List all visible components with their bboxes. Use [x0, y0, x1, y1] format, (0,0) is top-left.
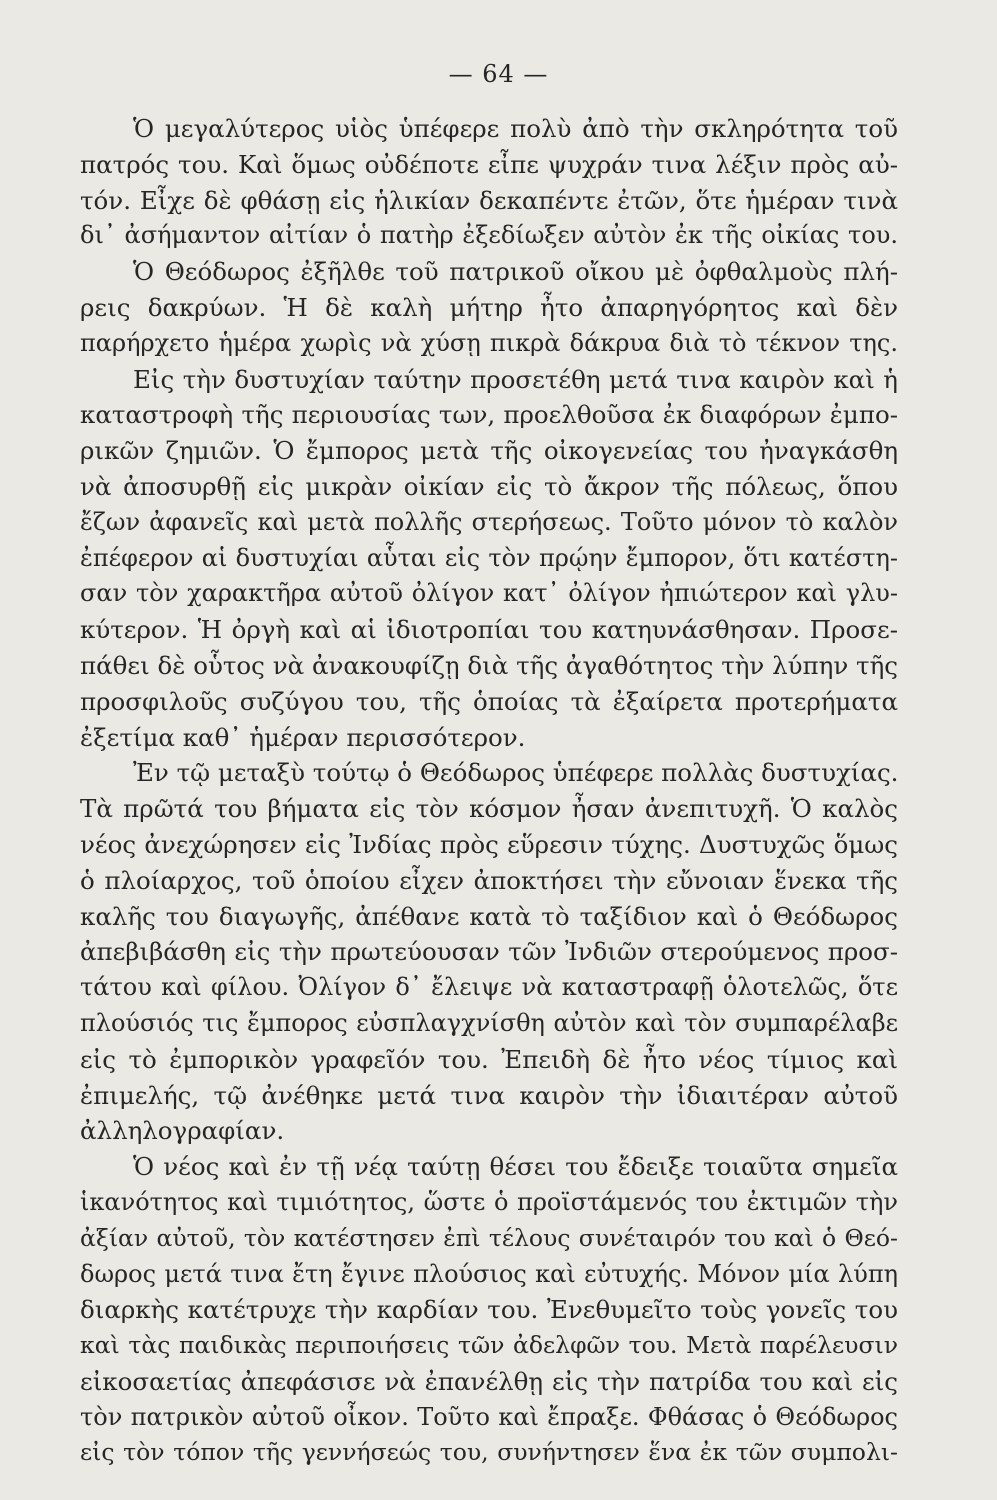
text-line: ἀλληλογραφίαν.	[80, 1116, 285, 1146]
text-line: Τὰ πρῶτά του βήματα εἰς τὸν κόσμον ἦσαν ἀνεπιτυχῆ. Ὁ καλὸς	[80, 794, 898, 824]
text-line: δωρος μετά τινα ἔτη ἔγινε πλούσιος καὶ εὐτυχής. Μόνον μία λύπη	[80, 1259, 898, 1288]
text-line: πλούσιός τις ἔμπορος εὐσπλαγχνίσθη αὐτὸν καὶ τὸν συμπαρέλαβε	[80, 1008, 898, 1037]
text-line: τὸν πατρικὸν αὐτοῦ οἶκον. Τοῦτο καὶ ἔπραξε. Φθάσας ὁ Θεόδωρος	[80, 1402, 898, 1431]
text-line: ἐπιμελής, τῷ ἀνέθηκε μετά τινα καιρὸν τὴν ἰδιαιτέραν αὐτοῦ	[80, 1080, 898, 1110]
text-line: ἱκανότητος καὶ τιμιότητος, ὥστε ὁ προϊστάμενός του ἐκτιμῶν τὴν	[80, 1187, 898, 1216]
text-line: Ὁ νέος καὶ ἐν τῇ νέᾳ ταύτῃ θέσει του ἔδειξε τοιαῦτα σημεῖα	[133, 1152, 898, 1182]
text-line: δι᾽ ἀσήμαντον αἰτίαν ὁ πατὴρ ἐξεδίωξεν αὐτὸν ἐκ τῆς οἰκίας του.	[80, 221, 898, 250]
body-text	[80, 111, 898, 1471]
text-line: Εἰς τὴν δυστυχίαν ταύτην προσετέθη μετά τινα καιρὸν καὶ ἡ	[133, 364, 898, 394]
text-line: πάθει δὲ οὗτος νὰ ἀνακουφίζῃ διὰ τῆς ἀγαθότητος τὴν λύπην τῆς	[80, 650, 898, 680]
text-line: ἀξίαν αὐτοῦ, τὸν κατέστησεν ἐπὶ τέλους συνέταιρόν του καὶ ὁ Θεό-	[80, 1223, 898, 1252]
text-line: ἐξετίμα καθ᾽ ἡμέραν περισσότερον.	[80, 722, 526, 752]
text-line: Ἐν τῷ μεταξὺ τούτῳ ὁ Θεόδωρος ὑπέφερε πολλὰς δυστυχίας.	[133, 758, 898, 788]
text-line: ἔζων ἀφανεῖς καὶ μετὰ πολλῆς στερήσεως. Τοῦτο μόνον τὸ καλὸν	[80, 507, 898, 536]
text-line: καὶ τὰς παιδικὰς περιποιήσεις τῶν ἀδελφῶν του. Μετὰ παρέλευσιν	[80, 1331, 898, 1360]
text-line: ἐπέφερον αἱ δυστυχίαι αὗται εἰς τὸν πρῴην ἔμπορον, ὅτι κατέστη-	[80, 543, 898, 572]
text-line: Ὁ μεγαλύτερος υἱὸς ὑπέφερε πολὺ ἀπὸ τὴν σκληρότητα τοῦ	[133, 114, 898, 143]
page-number: — 64 —	[448, 60, 549, 88]
text-line: ρικῶν ζημιῶν. Ὁ ἔμπορος μετὰ τῆς οἰκογενείας του ἠναγκάσθη	[80, 436, 898, 466]
text-line: Ὁ Θεόδωρος ἐξῆλθε τοῦ πατρικοῦ οἴκου μὲ ὀφθαλμοὺς πλή-	[133, 257, 898, 287]
text-line: διαρκὴς κατέτρυχε τὴν καρδίαν του. Ἐνεθυμεῖτο τοὺς γονεῖς του	[80, 1295, 898, 1325]
text-line: ὁ πλοίαρχος, τοῦ ὁποίου εἶχεν ἀποκτήσει τὴν εὔνοιαν ἕνεκα τῆς	[80, 865, 898, 895]
text-line: καταστροφὴ τῆς περιουσίας των, προελθοῦσα ἐκ διαφόρων ἐμπο-	[80, 400, 898, 430]
text-line: νὰ ἀποσυρθῇ εἰς μικρὰν οἰκίαν εἰς τὸ ἄκρον τῆς πόλεως, ὅπου	[80, 471, 898, 501]
text-line: προσφιλοῦς συζύγου του, τῆς ὁποίας τὰ ἐξαίρετα προτερήματα	[80, 686, 898, 716]
text-line: εἰς τὸν τόπον τῆς γεννήσεώς του, συνήντησεν ἕνα ἐκ τῶν συμπολι-	[80, 1438, 898, 1467]
text-line: καλῆς του διαγωγῆς, ἀπέθανε κατὰ τὸ ταξίδιον καὶ ὁ Θεόδωρος	[80, 901, 898, 931]
text-line: τάτου καὶ φίλου. Ὀλίγον δ᾽ ἔλειψε νὰ καταστραφῇ ὁλοτελῶς, ὅτε	[80, 973, 898, 1002]
text-line: εἰς τὸ ἐμπορικὸν γραφεῖόν του. Ἐπειδὴ δὲ ἦτο νέος τίμιος καὶ	[80, 1044, 898, 1074]
text-line: τόν. Εἶχε δὲ φθάσῃ εἰς ἡλικίαν δεκαπέντε ἐτῶν, ὅτε ἡμέραν τινὰ	[80, 185, 898, 215]
text-line: νέος ἀνεχώρησεν εἰς Ἰνδίας πρὸς εὕρεσιν τύχης. Δυστυχῶς ὅμως	[80, 829, 898, 859]
text-line: παρήρχετο ἡμέρα χωρὶς νὰ χύσῃ πικρὰ δάκρυα διὰ τὸ τέκνον της.	[80, 328, 898, 357]
text-line: ρεις δακρύων. Ἡ δὲ καλὴ μήτηρ ἦτο ἀπαρηγόρητος καὶ δὲν	[80, 292, 898, 322]
text-line: κύτερον. Ἡ ὀργὴ καὶ αἱ ἰδιοτροπίαι του κατηυνάσθησαν. Προσε-	[80, 615, 898, 645]
text-line: σαν τὸν χαρακτῆρα αὐτοῦ ὀλίγον κατ᾽ ὀλίγον ἠπιώτερον καὶ γλυ-	[80, 579, 898, 608]
text-line: εἰκοσαετίας ἀπεφάσισε νὰ ἐπανέλθῃ εἰς τὴν πατρίδα του καὶ εἰς	[80, 1366, 898, 1396]
text-line: πατρός του. Καὶ ὅμως οὐδέποτε εἶπε ψυχράν τινα λέξιν πρὸς αὐ-	[80, 149, 898, 179]
text-line: ἀπεβιβάσθη εἰς τὴν πρωτεύουσαν τῶν Ἰνδιῶν στερούμενος προσ-	[80, 937, 898, 967]
